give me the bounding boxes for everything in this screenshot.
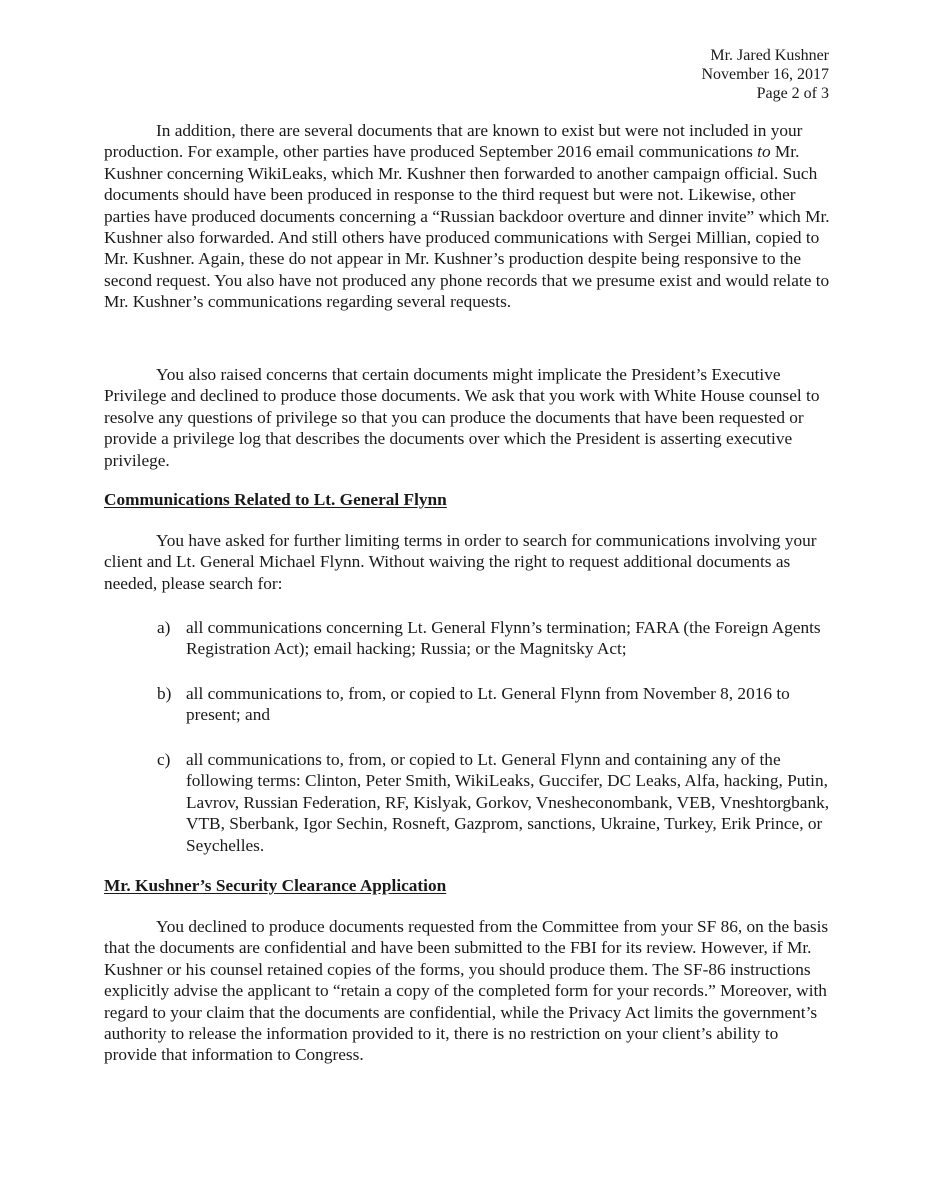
list-item — [157, 617, 837, 660]
section-heading-security-clearance: Mr. Kushner’s Security Clearance Application — [104, 876, 447, 895]
header-recipient: Mr. Jared Kushner — [710, 47, 829, 64]
emphasized-word: to — [757, 142, 771, 162]
paragraph-missing-documents — [104, 120, 834, 313]
page-header — [701, 46, 829, 103]
paragraph-sf86: You declined to produce documents requested from the Committee from your SF 86, on the basis that the documents are confidential and have been submitted to the FBI for its review. However, if Mr. Kushner or his counsel retained copies of the forms, you should produce them. The SF-86 instructions explicitly advise the applicant to “retain a copy of the completed form for your records.” Moreover, with regard to your claim that the documents are confidential, while the Privacy Act limits the government’s authority to release the information provided to it, there is no restriction on your client’s ability to provide that information to Congress. — [104, 917, 829, 1065]
paragraph-text: Mr. Kushner concerning WikiLeaks, which Mr. Kushner then forwarded to another campaign official. Such documents should have been produced in response to the third request but were not. Likewise, other parties have produced documents concerning a “Russian backdoor overture and dinner invite” which Mr. Kushner also forwarded. And still others have produced communications with Sergei Millian, copied to Mr. Kushner. Again, these do not appear in Mr. Kushner’s production despite being responsive to the second request. You also have not produced any phone records that we presume exist and would relate to Mr. Kushner’s communications regarding several requests. — [104, 142, 830, 312]
list-item-text: all communications concerning Lt. General Flynn’s termination; FARA (the Foreign Agents Registration Act); email hacking; Russia; or the Magnitsky Act; — [186, 618, 821, 659]
list-item — [157, 683, 837, 726]
header-date: November 16, 2017 — [701, 66, 829, 83]
paragraph-executive-privilege: You also raised concerns that certain documents might implicate the President’s Executive Privilege and declined to produce those documents. We ask that you work with White House counsel to resolve any questions of privilege so that you can produce the documents that have been requested or provide a privilege log that describes the documents over which the President is asserting executive privilege. — [104, 365, 820, 470]
list-marker: a) — [157, 618, 171, 637]
list-marker: b) — [157, 684, 172, 703]
list-item — [157, 749, 837, 856]
paragraph-text: In addition, there are several documents that are known to exist but were not included in your production. For example, other parties have produced September 2016 email communications — [104, 121, 803, 162]
section-heading-flynn: Communications Related to Lt. General Flynn — [104, 490, 447, 509]
list-item-text: all communications to, from, or copied to Lt. General Flynn and containing any of the following terms: Clinton, Peter Smith, WikiLeaks, Guccifer, DC Leaks, Alfa, hacking, Putin, Lavrov, Russian Federation, RF, Kislyak, Gorkov, Vnesheconombank, VEB, Vneshtorgbank, VTB, Sberbank, Igor Sechin, Rosneft, Gazprom, sanctions, Ukraine, Turkey, Erik Prince, or Seychelles. — [186, 750, 830, 855]
paragraph-flynn-search: You have asked for further limiting terms in order to search for communications involving your client and Lt. General Michael Flynn. Without waiving the right to request additional documents as needed, please search for: — [104, 531, 817, 593]
header-page-number: Page 2 of 3 — [756, 85, 829, 102]
list-item-text: all communications to, from, or copied to Lt. General Flynn from November 8, 2016 to present; and — [186, 684, 790, 725]
list-marker: c) — [157, 750, 171, 769]
